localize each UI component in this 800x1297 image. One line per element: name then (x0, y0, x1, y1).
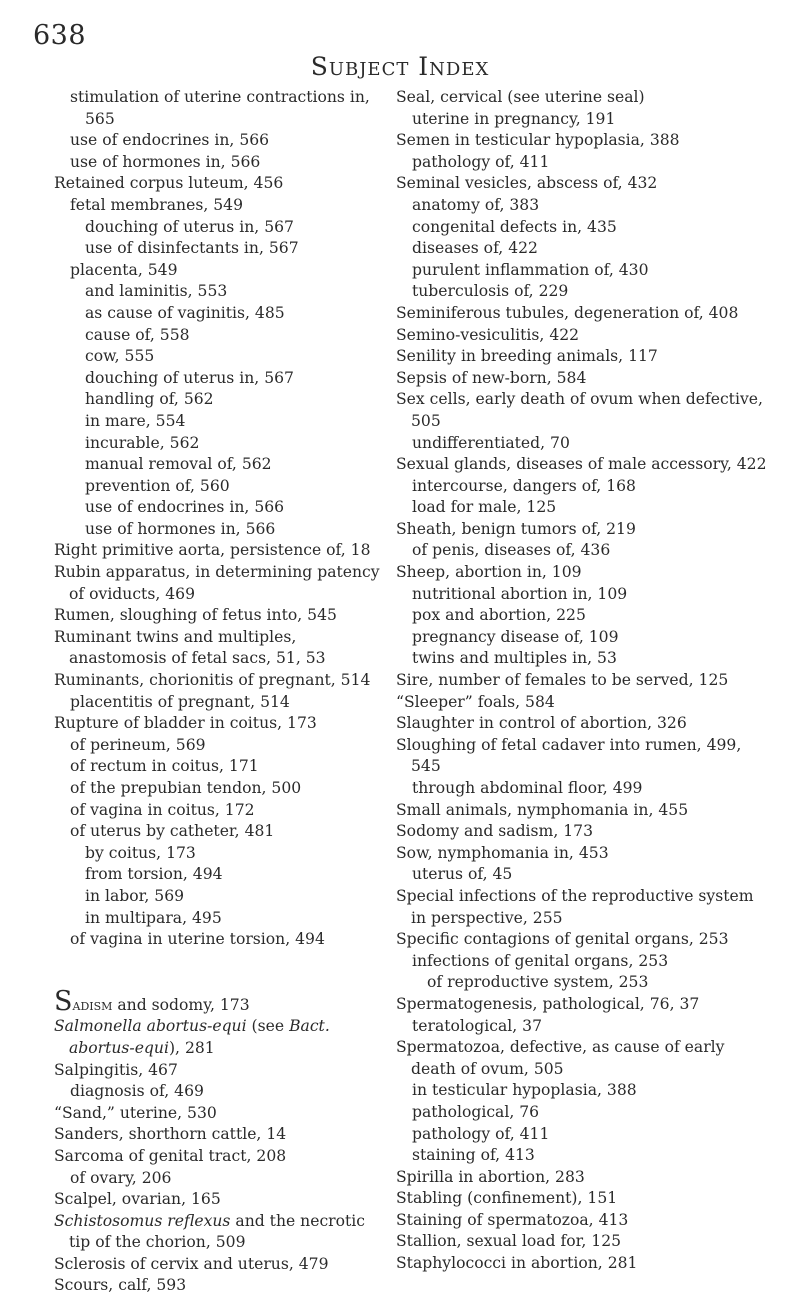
left-entry-list (54, 87, 384, 951)
index-entry: Specific contagions of genital organs, 253 (396, 930, 729, 949)
index-entry: Sloughing of fetal cadaver into rumen, 499, 545 (396, 735, 742, 776)
index-subentry: diagnosis of, 469 (70, 1082, 204, 1101)
index-entry: Sclerosis of cervix and uterus, 479 (54, 1254, 329, 1273)
index-subentry: placenta, 549 (70, 260, 178, 279)
index-subentry: infections of genital organs, 253 (412, 951, 669, 970)
index-entry: Sow, nymphomania in, 453 (396, 843, 609, 862)
index-subentry: of vagina in uterine torsion, 494 (70, 930, 325, 949)
index-entry: Staphylococci in abortion, 281 (396, 1254, 638, 1273)
italic-term: Bact. abortus-equi (69, 1017, 330, 1057)
index-subentry: as cause of vaginitis, 485 (85, 303, 285, 322)
index-subentry: pathology of, 411 (412, 1124, 550, 1143)
index-subentry: in mare, 554 (85, 411, 186, 430)
index-entry: Seal, cervical (see uterine seal) (396, 88, 645, 106)
index-entry: Slaughter in control of abortion, 326 (396, 714, 687, 733)
index-subentry: use of hormones in, 566 (70, 152, 261, 171)
index-subentry: of vagina in coitus, 172 (70, 800, 255, 819)
index-subentry: uterine in pregnancy, 191 (412, 109, 616, 128)
index-subentry: use of endocrines in, 566 (70, 131, 270, 150)
running-head: Subject Index (310, 52, 490, 81)
index-subentry: of reproductive system, 253 (427, 973, 649, 992)
index-subentry: placentitis of pregnant, 514 (70, 692, 290, 711)
italic-term: Salmonella abortus-equi (54, 1017, 247, 1036)
index-entry-salmonella (54, 1016, 384, 1059)
section-gap (54, 951, 384, 972)
index-subentry: manual removal of, 562 (85, 455, 272, 474)
index-entry: Rumen, sloughing of fetus into, 545 (54, 606, 337, 625)
index-subentry: pox and abortion, 225 (412, 606, 586, 625)
page-number: 638 (33, 20, 87, 51)
index-subentry: tuberculosis of, 229 (412, 282, 569, 301)
index-subentry: cause of, 558 (85, 325, 190, 344)
index-entry: Ruminants, chorionitis of pregnant, 514 (54, 671, 371, 690)
index-entry: Spermatogenesis, pathological, 76, 37 (396, 994, 700, 1013)
index-entry: Semen in testicular hypoplasia, 388 (396, 131, 680, 150)
index-entry-sadism (54, 985, 384, 1017)
index-entry: “Sand,” uterine, 530 (54, 1103, 217, 1122)
index-entry: Seminiferous tubules, degeneration of, 408 (396, 303, 739, 322)
index-entry: Spermatozoa, defective, as cause of early death of ovum, 505 (396, 1038, 725, 1078)
index-column-left (54, 87, 384, 1297)
index-entry: Spirilla in abortion, 283 (396, 1167, 585, 1186)
index-subentry: purulent inflammation of, 430 (412, 260, 649, 279)
index-subentry: pregnancy disease of, 109 (412, 627, 619, 646)
index-subentry: uterus of, 45 (412, 865, 513, 884)
index-entry: Sodomy and sadism, 173 (396, 822, 594, 841)
index-subentry: staining of, 413 (412, 1146, 535, 1165)
index-entry: Sexual glands, diseases of male accessory, 422 (396, 455, 767, 474)
index-entry: Sex cells, early death of ovum when defective, 505 (396, 390, 763, 430)
index-subentry: and laminitis, 553 (85, 282, 228, 301)
index-subentry: of uterus by catheter, 481 (70, 822, 275, 841)
index-entry: Special infections of the reproductive system in perspective, 255 (396, 886, 754, 927)
index-entry: Sanders, shorthorn cattle, 14 (54, 1125, 287, 1144)
index-subentry: in testicular hypoplasia, 388 (412, 1081, 637, 1100)
index-subentry: handling of, 562 (85, 390, 214, 409)
index-subentry: prevention of, 560 (85, 476, 230, 495)
index-entry: Seminal vesicles, abscess of, 432 (396, 174, 658, 193)
index-subentry: undifferentiated, 70 (412, 433, 570, 452)
section-gap (54, 972, 384, 993)
index-entry: Right primitive aorta, persistence of, 18 (54, 541, 371, 560)
index-subentry: use of hormones in, 566 (85, 519, 276, 538)
index-subentry: of ovary, 206 (70, 1168, 172, 1187)
index-subentry: of the prepubian tendon, 500 (70, 779, 302, 797)
index-subentry: diseases of, 422 (412, 239, 538, 258)
index-entry: Ruminant twins and multiples, anastomosis of fetal sacs, 51, 53 (54, 627, 326, 668)
index-subentry: by coitus, 173 (85, 843, 196, 862)
right-entry-list (396, 87, 768, 1275)
index-subentry: load for male, 125 (412, 498, 557, 517)
index-entry: Semino-vesiculitis, 422 (396, 325, 580, 344)
index-column-right (396, 87, 768, 1275)
index-subentry: in labor, 569 (85, 886, 185, 905)
index-entry: Retained corpus luteum, 456 (54, 174, 284, 193)
index-subentry: douching of uterus in, 567 (85, 217, 294, 236)
section-s-entries (54, 1254, 384, 1297)
index-entry: Salpingitis, 467 (54, 1060, 178, 1079)
index-subentry: of penis, diseases of, 436 (412, 541, 611, 560)
index-subentry: douching of uterus in, 567 (85, 368, 294, 387)
index-subentry: congenital defects in, 435 (412, 217, 617, 236)
index-subentry: nutritional abortion in, 109 (412, 584, 628, 603)
index-entry: Staining of spermatozoa, 413 (396, 1210, 629, 1229)
index-subentry: of perineum, 569 (70, 735, 206, 754)
index-subentry: from torsion, 494 (85, 865, 223, 884)
section-heading-rest: adism (72, 995, 113, 1014)
index-entry: Scalpel, ovarian, 165 (54, 1190, 221, 1209)
index-subentry: teratological, 37 (412, 1016, 543, 1035)
index-subentry: stimulation of uterine contractions in, 565 (70, 88, 370, 128)
index-subentry: twins and multiples in, 53 (412, 649, 617, 668)
index-subentry: use of endocrines in, 566 (85, 498, 285, 517)
index-subentry: cow, 555 (85, 347, 155, 366)
index-entry: Scours, calf, 593 (54, 1276, 187, 1295)
index-entry: Rubin apparatus, in determining patency of oviducts, 469 (54, 563, 380, 603)
index-entry: Sheath, benign tumors of, 219 (396, 519, 636, 538)
index-subentry: in multipara, 495 (85, 908, 222, 927)
index-entry: Stabling (confinement), 151 (396, 1189, 618, 1208)
index-entry: Small animals, nymphomania in, 455 (396, 800, 689, 819)
index-entry: Sepsis of new-born, 584 (396, 368, 587, 387)
index-entry: Rupture of bladder in coitus, 173 (54, 714, 317, 733)
section-s-entries (54, 1060, 384, 1211)
index-entry: Stallion, sexual load for, 125 (396, 1232, 622, 1251)
index-subentry: of rectum in coitus, 171 (70, 757, 259, 776)
index-subentry: intercourse, dangers of, 168 (412, 476, 636, 495)
index-entry-schistosomus (54, 1211, 384, 1254)
index-entry: Sarcoma of genital tract, 208 (54, 1146, 287, 1165)
index-subentry: anatomy of, 383 (412, 195, 540, 214)
index-subentry: pathological, 76 (412, 1102, 540, 1121)
index-entry: Sheep, abortion in, 109 (396, 563, 582, 582)
index-entry: “Sleeper” foals, 584 (396, 692, 555, 711)
section-heading-tail: and sodomy, 173 (112, 995, 250, 1014)
index-subentry: fetal membranes, 549 (70, 195, 243, 214)
section-initial: S (54, 985, 73, 1017)
entry-text: and the necrotic tip of the chorion, 509 (69, 1211, 366, 1252)
index-subentry: use of disinfectants in, 567 (85, 239, 299, 258)
entry-text: (see (246, 1017, 290, 1036)
index-entry: Sire, number of females to be served, 125 (396, 671, 729, 690)
italic-term: Schistosomus reflexus (54, 1211, 231, 1230)
index-subentry: through abdominal floor, 499 (412, 779, 643, 797)
entry-text: ), 281 (168, 1038, 215, 1057)
index-entry: Senility in breeding animals, 117 (396, 347, 658, 366)
index-subentry: pathology of, 411 (412, 152, 550, 171)
index-subentry: incurable, 562 (85, 433, 200, 452)
